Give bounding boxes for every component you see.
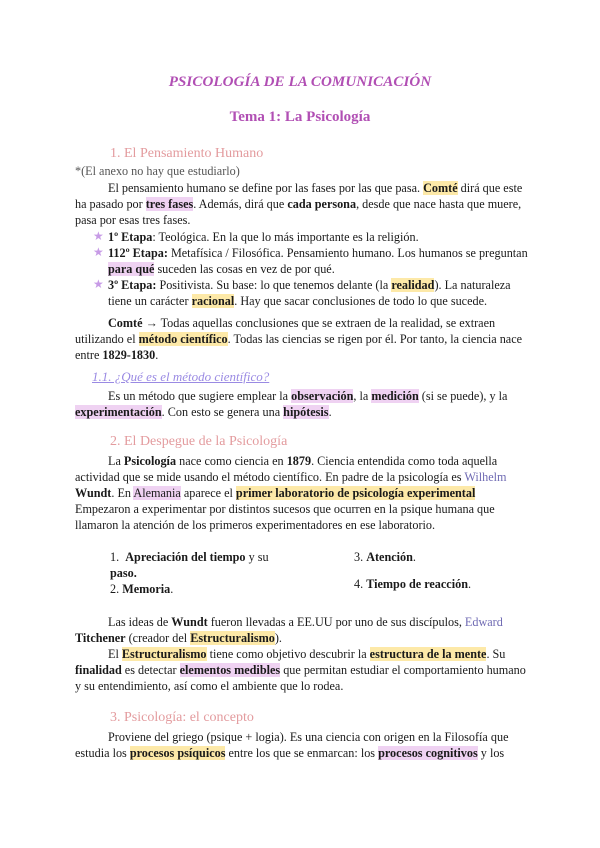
text: . Además, dirá que bbox=[193, 197, 288, 211]
bullet-text: tiene un carácter bbox=[108, 294, 192, 308]
list-number: 3. bbox=[354, 550, 364, 564]
list-suffix: . bbox=[170, 582, 174, 596]
highlight-estructuralismo: Estructuralismo bbox=[121, 647, 207, 661]
text: entre bbox=[75, 348, 103, 362]
s1-p2-line3 bbox=[75, 347, 158, 363]
text: utilizando el bbox=[75, 332, 139, 346]
list-suffix: . bbox=[467, 577, 472, 591]
text: , desde que nace hasta que muere, bbox=[356, 197, 522, 211]
section-2-heading: 2. El Despegue de la Psicología bbox=[110, 434, 288, 449]
text: Es un método que sugiere emplear la bbox=[108, 389, 292, 403]
text: El bbox=[108, 647, 122, 661]
highlight-alemania: Alemania bbox=[133, 486, 181, 500]
list-item-1-cont bbox=[110, 565, 137, 581]
s2-p2-line1 bbox=[108, 614, 503, 630]
bullet-label: 1º Etapa bbox=[108, 230, 153, 244]
star-bullet-icon: ★ bbox=[93, 245, 104, 259]
s11-line2 bbox=[75, 404, 332, 420]
text: ). bbox=[274, 631, 282, 645]
text: estudia los bbox=[75, 746, 130, 760]
bullet-etapa-3-cont bbox=[108, 293, 487, 309]
text: tiene como objetivo descubrir la bbox=[206, 647, 370, 661]
s1-p1-line1 bbox=[108, 180, 522, 196]
text: ha pasado por bbox=[75, 197, 146, 211]
highlight-medicion: medición bbox=[371, 389, 419, 403]
section-1-1-heading bbox=[92, 369, 269, 385]
document-subtitle: Tema 1: La Psicología bbox=[229, 109, 371, 125]
list-suffix: y su bbox=[245, 550, 269, 564]
annex-note: *(El anexo no hay que estudiarlo) bbox=[75, 164, 240, 178]
bullet-etapa-1 bbox=[108, 229, 419, 245]
star-bullet-icon: ★ bbox=[93, 277, 104, 291]
list-item-1 bbox=[110, 549, 269, 565]
heading-text: 1.1. ¿Qué es el método científico? bbox=[92, 369, 270, 384]
highlight-procesos-cognitivos: procesos cognitivos bbox=[378, 746, 478, 760]
bullet-label: 112º Etapa: bbox=[108, 246, 168, 260]
bullet-text: Positivista. Su base: lo que tenemos delante (la bbox=[156, 278, 392, 292]
s2-line4: Empezaron a experimentar por distintos sucesos que ocurren en la psique humana que bbox=[75, 502, 495, 516]
list-label: paso. bbox=[110, 566, 137, 580]
text: aparece el bbox=[180, 486, 236, 500]
s3-line1: Proviene del griego (psique + logia). Es una ciencia con origen en la Filosofía que bbox=[108, 730, 509, 744]
s1-p1-line3: pasa por esas tres fases. bbox=[75, 213, 191, 227]
bullet-text: . Hay que sacar conclusiones de todo lo que sucede. bbox=[234, 294, 488, 308]
text: actividad que se mide usando el método científico. En padre de la psicología es bbox=[75, 470, 465, 484]
text: , la bbox=[353, 389, 372, 403]
highlight-metodo-cientifico: método científico bbox=[138, 332, 228, 346]
highlight-hipotesis: hipótesis bbox=[283, 405, 329, 419]
s2-line3 bbox=[75, 485, 475, 501]
bullet-text: ). La naturaleza bbox=[434, 278, 511, 292]
bullet-text: Metafísica / Filosófica. Pensamiento humano. Los humanos se preguntan bbox=[167, 246, 528, 260]
highlight-para-que: para qué bbox=[108, 262, 155, 276]
bullet-etapa-2-cont bbox=[108, 261, 335, 277]
s2-line1 bbox=[108, 453, 497, 469]
bold-wundt: Wundt bbox=[171, 615, 208, 629]
s2-line2 bbox=[75, 469, 506, 485]
list-item-3 bbox=[354, 549, 416, 565]
bold-cada-persona: cada persona bbox=[287, 197, 357, 211]
star-bullet-icon: ★ bbox=[93, 229, 104, 243]
highlight-observacion: observación bbox=[291, 389, 354, 403]
list-label: Tiempo de reacción bbox=[366, 577, 468, 591]
bold-titchener: Titchener bbox=[75, 631, 126, 645]
text: nace como ciencia en bbox=[176, 454, 287, 468]
highlight-realidad: realidad bbox=[391, 278, 435, 292]
name-wilhelm: Wilhelm bbox=[464, 470, 507, 484]
text: fueron llevadas a EE.UU por uno de sus discípulos, bbox=[207, 615, 465, 629]
text: → Todas aquellas conclusiones que se extraen de la realidad, se extraen bbox=[142, 316, 496, 330]
list-label: Memoria bbox=[122, 582, 171, 596]
text: y los bbox=[477, 746, 505, 760]
bullet-text: suceden las cosas en vez de por qué. bbox=[154, 262, 335, 276]
s2-line5: llamaron la atención de los primeros experimentadores en ese laboratorio. bbox=[75, 518, 436, 532]
s2-p2-line2 bbox=[75, 630, 282, 646]
list-label: Apreciación del tiempo bbox=[125, 550, 246, 564]
list-suffix: . bbox=[412, 550, 416, 564]
highlight-primer-laboratorio: primer laboratorio de psicología experimental bbox=[235, 486, 476, 500]
text: dirá que este bbox=[457, 181, 523, 195]
bold-psicologia: Psicología bbox=[123, 454, 177, 468]
s2-p3-line3: y su entendimiento, así como el ambiente que lo rodea. bbox=[75, 679, 344, 693]
bullet-etapa-3 bbox=[108, 277, 511, 293]
list-number: 1. bbox=[110, 550, 120, 564]
text: . Ciencia entendida como toda aquella bbox=[311, 454, 498, 468]
text: La bbox=[108, 454, 124, 468]
bold-wundt: Wundt bbox=[75, 486, 112, 500]
highlight-experimentacion: experimentación bbox=[75, 405, 162, 419]
highlight-racional: racional bbox=[191, 294, 235, 308]
text: entre los que se enmarcan: los bbox=[225, 746, 379, 760]
text: (creador del bbox=[125, 631, 191, 645]
highlight-estructuralismo: Estructuralismo bbox=[190, 631, 275, 645]
highlight-estructura-mente: estructura de la mente bbox=[369, 647, 487, 661]
document-title: PSICOLOGÍA DE LA COMUNICACIÓN bbox=[168, 74, 432, 90]
text: . En bbox=[111, 486, 134, 500]
text: (si se puede), y la bbox=[418, 389, 508, 403]
bullet-text: : Teológica. En la que lo más importante es la religión. bbox=[152, 230, 419, 244]
bullet-label: 3º Etapa: bbox=[108, 278, 157, 292]
s2-p3-line2 bbox=[75, 662, 526, 678]
text: . Con esto se genera una bbox=[161, 405, 284, 419]
highlight-comte: Comté bbox=[423, 181, 458, 195]
s1-p1-line2 bbox=[75, 196, 521, 212]
text: El pensamiento humano se define por las fases por las que pasa. bbox=[108, 181, 424, 195]
bold-year: 1879 bbox=[286, 454, 312, 468]
list-item-2 bbox=[110, 581, 173, 597]
name-edward: Edward bbox=[464, 615, 503, 629]
text: . Todas las ciencias se rigen por él. Por tanto, la ciencia nace bbox=[227, 332, 523, 346]
text: . bbox=[328, 405, 332, 419]
bold-years: 1829-1830 bbox=[102, 348, 156, 362]
text: . bbox=[155, 348, 159, 362]
s3-line2 bbox=[75, 745, 504, 761]
text: es detectar bbox=[121, 663, 180, 677]
s11-line1 bbox=[108, 388, 507, 404]
highlight-procesos-psiquicos: procesos psíquicos bbox=[129, 746, 226, 760]
bold-finalidad: finalidad bbox=[75, 663, 122, 677]
s1-p2-line2 bbox=[75, 331, 522, 347]
section-3-heading: 3. Psicología: el concepto bbox=[110, 710, 254, 725]
highlight-tres-fases: tres fases bbox=[145, 197, 194, 211]
text: Las ideas de bbox=[108, 615, 172, 629]
bullet-etapa-2 bbox=[108, 245, 528, 261]
list-item-4 bbox=[354, 576, 471, 592]
section-1-heading: 1. El Pensamiento Humano bbox=[110, 146, 264, 161]
list-number: 4. bbox=[354, 577, 364, 591]
s2-p3-line1 bbox=[108, 646, 505, 662]
text: que permitan estudiar el comportamiento humano bbox=[280, 663, 526, 677]
s1-p2-line1 bbox=[108, 315, 495, 331]
text: . Su bbox=[486, 647, 506, 661]
list-number: 2. bbox=[110, 582, 120, 596]
bold-comte: Comté bbox=[108, 316, 143, 330]
highlight-elementos-medibles: elementos medibles bbox=[179, 663, 281, 677]
list-label: Atención bbox=[366, 550, 413, 564]
